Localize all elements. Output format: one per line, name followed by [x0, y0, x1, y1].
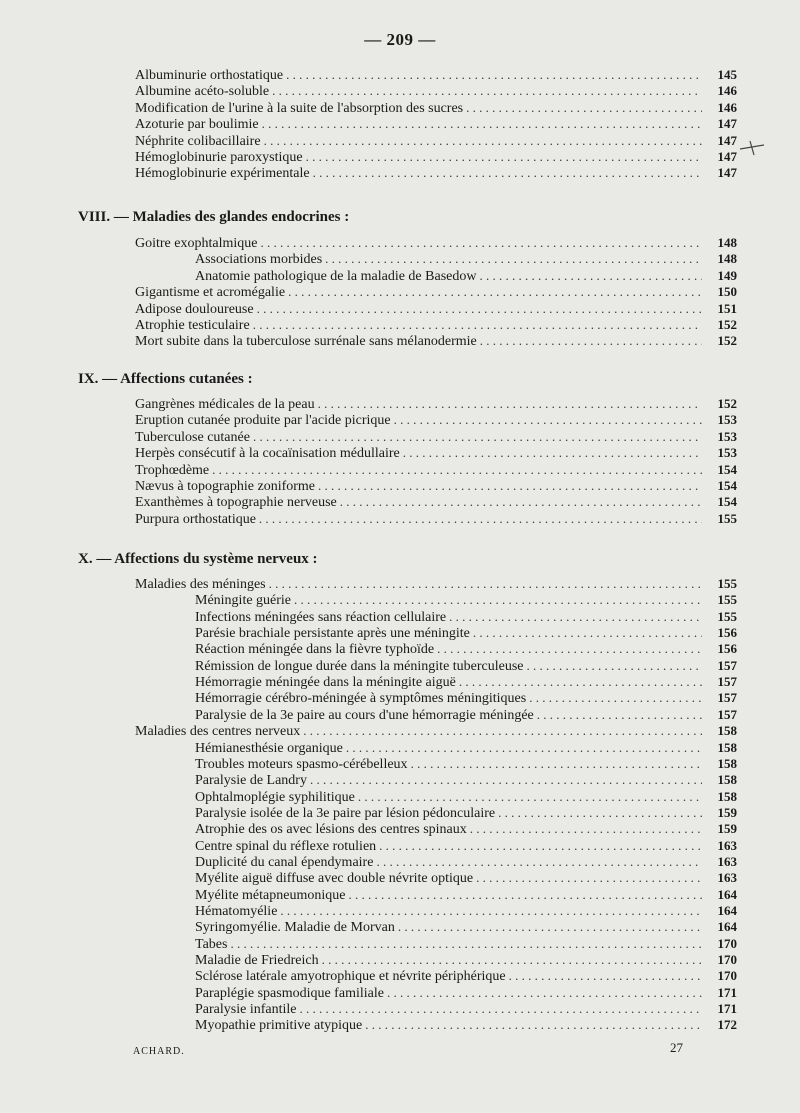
toc-entry-page: 147	[717, 133, 737, 148]
dot-leader	[376, 854, 702, 870]
toc-entry	[195, 1017, 737, 1033]
dot-leader	[230, 936, 702, 952]
toc-entry	[195, 870, 737, 886]
toc-entry-title: Purpura orthostatique	[135, 512, 256, 527]
toc-entry-page: 146	[717, 83, 737, 98]
toc-entry-title: Hémoglobinurie paroxystique	[135, 150, 303, 165]
dot-leader	[269, 576, 702, 592]
toc-entry-title: Anatomie pathologique de la maladie de Basedow	[195, 269, 477, 284]
toc-entry-page: 147	[717, 165, 737, 180]
toc-entry	[195, 268, 737, 284]
dot-leader	[253, 317, 702, 333]
toc-entry	[135, 333, 737, 349]
toc-entry-title: Goitre exophtalmique	[135, 236, 258, 251]
toc-entry-page: 150	[717, 284, 737, 299]
toc-entry-title: Paraplégie spasmodique familiale	[195, 986, 384, 1001]
toc-entry	[135, 478, 737, 494]
toc-entry-page: 148	[717, 251, 737, 266]
dot-leader	[260, 235, 702, 251]
toc-entry-title: Albuminurie orthostatique	[135, 68, 284, 83]
toc-entry-title: Atrophie des os avec lésions des centres spinaux	[195, 822, 467, 837]
toc-entry	[135, 83, 737, 99]
dot-leader	[340, 494, 702, 510]
toc-entry-page: 154	[717, 478, 737, 493]
toc-entry-page: 155	[717, 592, 737, 607]
dot-leader	[288, 284, 702, 300]
toc-entry-page: 159	[717, 805, 737, 820]
dot-leader	[473, 625, 702, 641]
toc-entry	[195, 903, 737, 919]
toc-entry-title: Paralysie infantile	[195, 1002, 297, 1017]
toc-entry	[195, 936, 737, 952]
toc-entry	[135, 429, 737, 445]
toc-entry-page: 171	[717, 1001, 737, 1016]
dot-leader	[387, 985, 702, 1001]
toc-entry	[135, 412, 737, 428]
dot-leader	[313, 165, 702, 181]
dot-leader	[322, 952, 702, 968]
toc-entry-title: Tuberculose cutanée	[135, 430, 250, 445]
toc-entry	[195, 625, 737, 641]
toc-entry-page: 171	[717, 985, 737, 1000]
dot-leader	[509, 968, 702, 984]
toc-entry-title: Syringomyélie. Maladie de Morvan	[195, 920, 395, 935]
toc-entry	[135, 317, 737, 333]
toc-entry-page: 157	[717, 658, 737, 673]
toc-entry	[195, 887, 737, 903]
toc-entry-page: 154	[717, 462, 737, 477]
toc-entry-page: 152	[717, 333, 737, 348]
toc-entry	[135, 165, 737, 181]
toc-entry-page: 149	[717, 268, 737, 283]
dot-leader	[303, 723, 702, 739]
dot-leader	[470, 821, 702, 837]
toc-entry	[195, 592, 737, 608]
toc-entry-title: Exanthèmes à topographie nerveuse	[135, 495, 337, 510]
dot-leader	[346, 740, 702, 756]
dot-leader	[257, 301, 702, 317]
toc-entry-page: 159	[717, 821, 737, 836]
toc-entry	[195, 740, 737, 756]
dot-leader	[325, 251, 702, 267]
toc-entry-title: Myopathie primitive atypique	[195, 1018, 363, 1033]
toc-entry	[135, 301, 737, 317]
dot-leader	[253, 429, 702, 445]
toc-entry-title: Trophœdème	[135, 463, 210, 478]
toc-entry	[195, 641, 737, 657]
toc-entry	[195, 985, 737, 1001]
toc-entry-title: Hémorragie cérébro-méningée à symptômes méningitiques	[195, 691, 527, 706]
toc-entry	[135, 235, 737, 251]
toc-entry-page: 156	[717, 625, 737, 640]
toc-entry	[195, 609, 737, 625]
toc-entry-page: 146	[717, 100, 737, 115]
section-heading: VIII. — Maladies des glandes endocrines :	[78, 209, 350, 225]
dot-leader	[479, 268, 702, 284]
toc-entry-title: Paralysie de la 3e paire au cours d'une hémorragie méningée	[195, 708, 534, 723]
toc-entry-page: 164	[717, 903, 737, 918]
toc-entry	[195, 1001, 737, 1017]
toc-entry	[195, 756, 737, 772]
toc-entry	[135, 396, 737, 412]
toc-entry	[135, 494, 737, 510]
toc-entry-page: 155	[717, 576, 737, 591]
toc-entry-title: Tabes	[195, 937, 228, 952]
dot-leader	[272, 83, 702, 99]
toc-entry-title: Hémianesthésie organique	[195, 741, 343, 756]
footer-author: ACHARD.	[133, 1046, 185, 1057]
toc-entry	[195, 838, 737, 854]
toc-entry-page: 158	[717, 756, 737, 771]
toc-entry-page: 164	[717, 887, 737, 902]
toc-entry	[135, 284, 737, 300]
dot-leader	[466, 100, 702, 116]
toc-entry-title: Ophtalmoplégie syphilitique	[195, 790, 355, 805]
section-heading: IX. — Affections cutanées :	[78, 371, 253, 387]
toc-entry	[195, 707, 737, 723]
dot-leader	[498, 805, 702, 821]
dot-leader	[259, 511, 702, 527]
toc-entry-title: Hémorragie méningée dans la méningite aiguë	[195, 675, 456, 690]
toc-entry	[135, 576, 737, 592]
dot-leader	[348, 887, 702, 903]
toc-entry-page: 147	[717, 116, 737, 131]
toc-entry-title: Hématomyélie	[195, 904, 278, 919]
toc-entry	[135, 723, 737, 739]
toc-entry-title: Associations morbides	[195, 252, 323, 267]
dot-leader	[306, 149, 702, 165]
toc-entry-title: Modification de l'urine à la suite de l'absorption des sucres	[135, 101, 464, 116]
toc-entry-title: Sclérose latérale amyotrophique et névrite périphérique	[195, 969, 506, 984]
toc-entry-page: 157	[717, 674, 737, 689]
toc-entry-page: 158	[717, 723, 737, 738]
toc-entry-page: 158	[717, 789, 737, 804]
dot-leader	[294, 592, 702, 608]
toc-entry	[195, 772, 737, 788]
dot-leader	[262, 116, 702, 132]
toc-entry	[195, 658, 737, 674]
toc-entry-title: Centre spinal du réflexe rotulien	[195, 839, 377, 854]
dot-leader	[286, 67, 702, 83]
toc-entry-page: 170	[717, 936, 737, 951]
page-number: — 209 —	[364, 30, 436, 49]
toc-entry-page: 153	[717, 412, 737, 427]
toc-entry-page: 163	[717, 838, 737, 853]
toc-entry-page: 151	[717, 301, 737, 316]
toc-entry	[135, 149, 737, 165]
toc-entry-title: Maladie de Friedreich	[195, 953, 319, 968]
toc-entry-title: Nævus à topographie zoniforme	[135, 479, 316, 494]
dot-leader	[299, 1001, 702, 1017]
toc-entry-title: Adipose douloureuse	[135, 302, 254, 317]
toc-entry	[195, 690, 737, 706]
dot-leader	[280, 903, 702, 919]
toc-entry	[195, 674, 737, 690]
toc-entry-title: Méningite guérie	[195, 593, 292, 608]
toc-entry-page: 147	[717, 149, 737, 164]
section-heading: X. — Affections du système nerveux :	[78, 551, 318, 567]
dot-leader	[529, 690, 702, 706]
toc-entry-page: 148	[717, 235, 737, 250]
dot-leader	[437, 641, 702, 657]
toc-entry	[135, 445, 737, 461]
toc-entry-page: 163	[717, 854, 737, 869]
toc-entry-title: Gigantisme et acromégalie	[135, 285, 286, 300]
toc-entry-title: Maladies des méninges	[135, 577, 266, 592]
toc-entry-title: Herpès consécutif à la cocaïnisation médullaire	[135, 446, 400, 461]
toc-entry-title: Rémission de longue durée dans la méningite tuberculeuse	[195, 659, 524, 674]
toc-entry	[195, 968, 737, 984]
toc-entry-title: Myélite métapneumonique	[195, 888, 346, 903]
toc-entry	[135, 133, 737, 149]
toc-entry-page: 172	[717, 1017, 737, 1032]
toc-entry-page: 153	[717, 429, 737, 444]
toc-entry-page: 145	[717, 67, 737, 82]
dot-leader	[476, 870, 702, 886]
toc-entry-page: 156	[717, 641, 737, 656]
toc-entry	[195, 805, 737, 821]
toc-entry-title: Néphrite colibacillaire	[135, 134, 261, 149]
toc-entry-title: Maladies des centres nerveux	[135, 724, 301, 739]
toc-entry	[135, 462, 737, 478]
dot-leader	[398, 919, 702, 935]
toc-entry	[135, 67, 737, 83]
dot-leader	[310, 772, 702, 788]
toc-entry-title: Paralysie de Landry	[195, 773, 307, 788]
toc-entry	[195, 821, 737, 837]
dot-leader	[212, 462, 702, 478]
dot-leader	[394, 412, 702, 428]
dot-leader	[379, 838, 702, 854]
toc-entry-title: Atrophie testiculaire	[135, 318, 250, 333]
toc-entry-title: Gangrènes médicales de la peau	[135, 397, 315, 412]
dot-leader	[365, 1017, 702, 1033]
toc-entry-title: Duplicité du canal épendymaire	[195, 855, 374, 870]
toc-entry-title: Paralysie isolée de la 3e paire par lésion pédonculaire	[195, 806, 496, 821]
dot-leader	[449, 609, 702, 625]
margin-pencil-mark-icon	[738, 137, 766, 157]
toc-entry-title: Réaction méningée dans la fièvre typhoïde	[195, 642, 435, 657]
dot-leader	[318, 396, 702, 412]
toc-entry	[195, 854, 737, 870]
dot-leader	[527, 658, 702, 674]
toc-entry-title: Albumine acéto-soluble	[135, 84, 270, 99]
toc-entry	[195, 789, 737, 805]
toc-entry	[135, 116, 737, 132]
toc-entry-page: 158	[717, 740, 737, 755]
toc-entry-page: 153	[717, 445, 737, 460]
dot-leader	[318, 478, 702, 494]
dot-leader	[537, 707, 702, 723]
toc-entry-page: 158	[717, 772, 737, 787]
toc-entry-title: Mort subite dans la tuberculose surrénale sans mélanodermie	[135, 334, 477, 349]
toc-entry-title: Myélite aiguë diffuse avec double névrite optique	[195, 871, 474, 886]
dot-leader	[264, 133, 702, 149]
toc-entry-page: 163	[717, 870, 737, 885]
toc-entry-title: Azoturie par boulimie	[135, 117, 259, 132]
footer-signature-number: 27	[670, 1040, 683, 1055]
dot-leader	[403, 445, 702, 461]
toc-entry-page: 152	[717, 317, 737, 332]
toc-entry-page: 157	[717, 690, 737, 705]
toc-entry	[195, 919, 737, 935]
toc-entry-page: 155	[717, 511, 737, 526]
toc-entry	[195, 952, 737, 968]
toc-entry	[135, 100, 737, 116]
toc-entry-title: Troubles moteurs spasmo-cérébelleux	[195, 757, 408, 772]
toc-entry-title: Eruption cutanée produite par l'acide picrique	[135, 413, 391, 428]
toc-entry-title: Infections méningées sans réaction cellulaire	[195, 610, 447, 625]
toc-entry-title: Parésie brachiale persistante après une méningite	[195, 626, 470, 641]
dot-leader	[459, 674, 702, 690]
toc-entry-page: 170	[717, 968, 737, 983]
toc-entry-page: 155	[717, 609, 737, 624]
toc-entry	[195, 251, 737, 267]
toc-entry	[135, 511, 737, 527]
dot-leader	[358, 789, 702, 805]
toc-entry-page: 170	[717, 952, 737, 967]
dot-leader	[411, 756, 702, 772]
dot-leader	[480, 333, 702, 349]
toc-entry-page: 164	[717, 919, 737, 934]
toc-entry-page: 154	[717, 494, 737, 509]
toc-entry-page: 157	[717, 707, 737, 722]
toc-entry-page: 152	[717, 396, 737, 411]
toc-entry-title: Hémoglobinurie expérimentale	[135, 166, 310, 181]
